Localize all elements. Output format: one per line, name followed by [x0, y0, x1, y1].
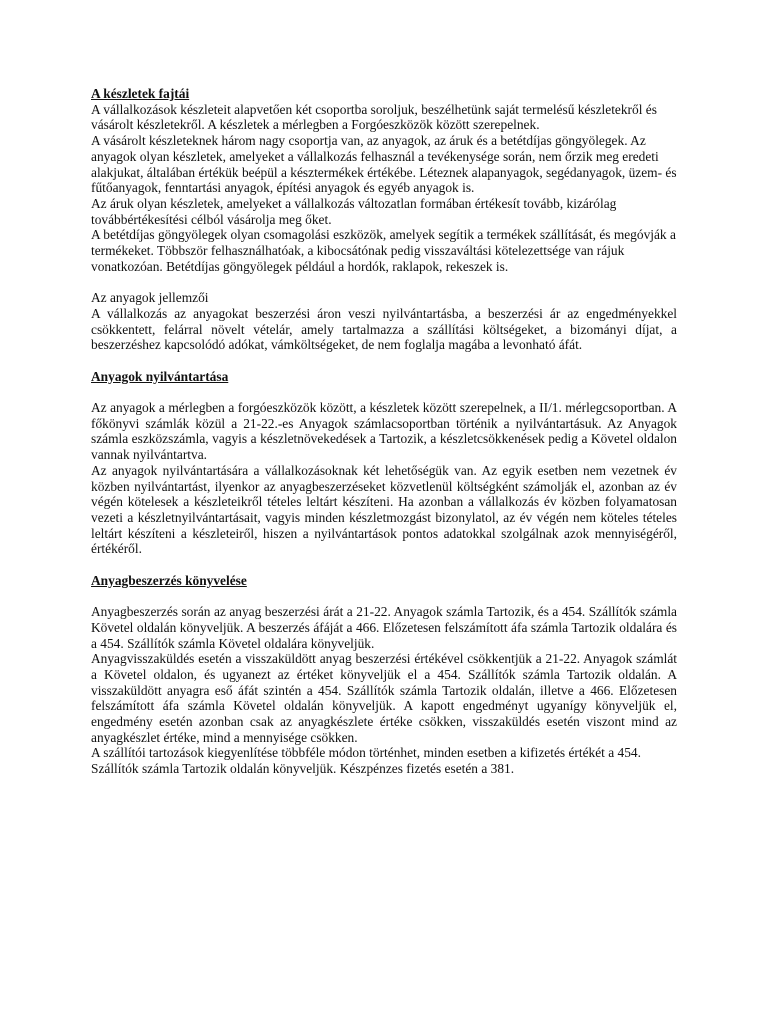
section-heading-anyagok-nyilvantartasa: Anyagok nyilvántartása — [91, 368, 229, 384]
paragraph: A vállalkozás az anyagokat beszerzési áron veszi nyilvántartásba, a beszerzési ár az engedményekkel csökkentett, felárral növelt vételár, amely tartalmazza a szállítási költségeket, a bizományi díjat, a beszerzéshez kapcsolódó adókat, vámköltségeket, de nem foglalja magába a levonható áfát. — [91, 305, 677, 353]
paragraph: A szállítói tartozások kiegyenlítése többféle módon történhet, minden esetben a kifizetés értékét a 454. Szállítók számla Tartozik oldalán könyveljük. Készpénzes fizetés esetén a 381. — [91, 745, 641, 777]
spacer — [91, 353, 677, 369]
section-heading-anyagbeszerzes-konyvelese: Anyagbeszerzés könyvelése — [91, 572, 247, 588]
paragraph: Az anyagok nyilvántartására a vállalkozásoknak két lehetőségük van. Az egyik esetben nem vezetnek év közben nyilvántartást, ilyenkor az anyagbeszerzéseket közvetlenül költségként számolják el, azonban az év végén kötelesek a készleteikről tételes leltárt készíteni. Ha azonban a vállalkozás év közben folyamatosan vezeti a készletnyilvántartásait, vagyis minden készletmozgást bizonylatol, az év végén nem köteles tételes leltárt készíteni a készleteiről, hiszen a nyilvántartások pontos adatokkal szolgálnak azok mennyiségéről, értékéről. — [91, 462, 677, 557]
document-page — [91, 86, 677, 777]
section-heading-keszletek-fajtai: A készletek fajtái — [91, 86, 190, 101]
paragraph: A vállalkozások készleteit alapvetően két csoportba soroljuk, beszélhetünk saját termelésű készletekről és vásárolt készletekről. A készletek a mérlegben a Forgóeszközök között szerepelnek. — [91, 101, 657, 133]
spacer — [91, 274, 677, 290]
spacer — [91, 384, 677, 400]
paragraph: A vásárolt készleteknek három nagy csoportja van, az anyagok, az áruk és a betétdíjas göngyölegek. Az anyagok olyan készletek, amelyeket a vállalkozás felhasznál a tevékenysége során, nem őrzik meg eredeti alakjukat, általában értékük beépül a késztermékek értékébe. Léteznek alapanyagok, segédanyagok, üzem- és fűtőanyagok, fenntartási anyagok, építési anyagok és egyéb anyagok is. — [91, 133, 677, 196]
section-heading-anyagok-jellemzoi: Az anyagok jellemzői — [91, 290, 209, 306]
spacer — [91, 588, 677, 604]
paragraph: Anyagbeszerzés során az anyag beszerzési árát a 21-22. Anyagok számla Tartozik, és a 454. Szállítók számla Követel oldalán könyveljük. A beszerzés áfáját a 466. Előzetesen felszámított áfa számla Tartozik oldalára és a 454. Szállítók számla Követel oldalára könyveljük. — [91, 604, 677, 651]
paragraph: Az áruk olyan készletek, amelyeket a vállalkozás változatlan formában értékesít tovább, kizárólag továbbértékesítési célból vásárolja meg őket. — [91, 195, 617, 227]
paragraph: A betétdíjas göngyölegek olyan csomagolási eszközök, amelyek segítik a termékek szállítását, és megóvják a termékeket. Többször felhasználhatóak, a kibocsátónak pedig visszaváltási kötelezettsége van rájuk vonatkozóan. Betétdíjas göngyölegek például a hordók, raklapok, rekeszek is. — [91, 227, 676, 274]
paragraph: Az anyagok a mérlegben a forgóeszközök között, a készletek között szerepelnek, a II/1. mérlegcsoportban. A főkönyvi számlák közül a 21-22.-es Anyagok számlacsoportban történik a nyilvántartásuk. Az Anyagok számla eszközszámla, vagyis a készletnövekedések a Tartozik, a készletcsökkenések pedig a Követel oldalon vannak nyilvántartva. — [91, 400, 677, 463]
spacer — [91, 557, 677, 573]
paragraph: Anyagvisszaküldés esetén a visszaküldött anyag beszerzési értékével csökkentjük a 21-22. Anyagok számlát a Követel oldalon, és ugyanezt az értéket könyveljük el a 454. Szállítók számla Tartozik oldalán. A visszaküldött anyagra eső áfát szintén a 454. Szállítók számla Tartozik oldalán, illetve a 466. Előzetesen felszámított áfa számla Követel oldalán könyveljük. A kapott engedményt ugyanígy könyveljük el, engedmény esetén azonban csak az anyagkészlete értéke csökken, visszaküldés esetén viszont mind az anyagkészlet értéke, mind a mennyisége csökken. — [91, 651, 677, 745]
